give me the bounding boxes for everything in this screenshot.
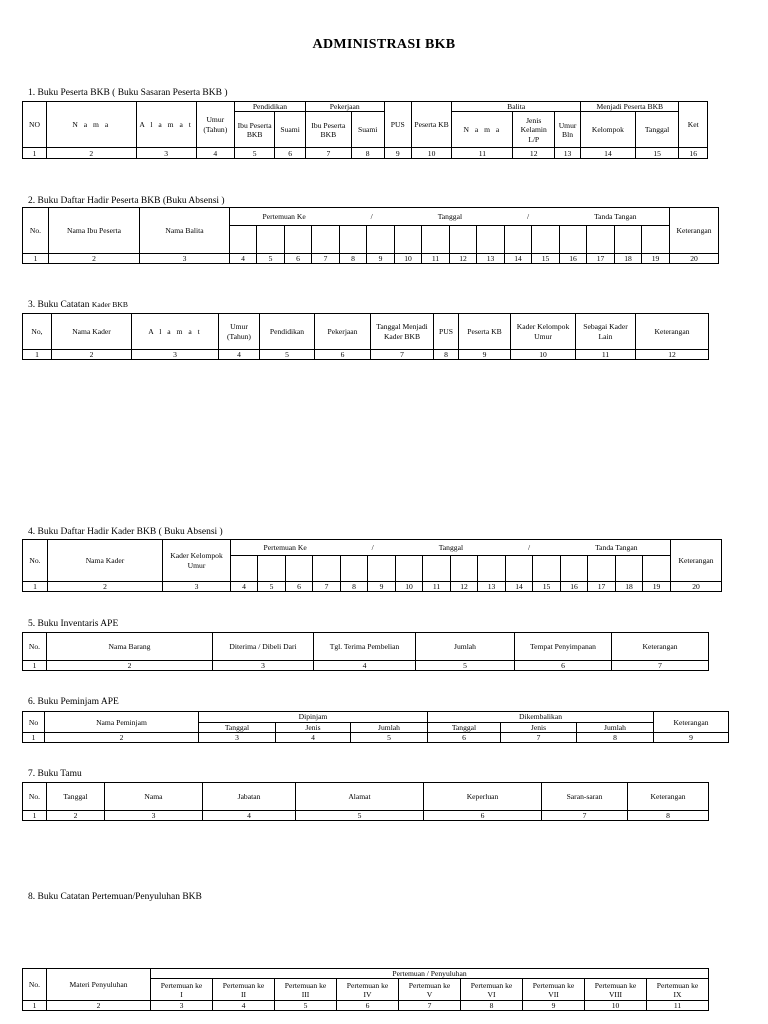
col-number: 6 <box>286 582 313 592</box>
col-pertemuan-5: Pertemuan ke V <box>399 979 461 1001</box>
col-number: 6 <box>275 148 306 159</box>
col-nama-ibu: Nama Ibu Peserta <box>49 208 140 254</box>
col-sebagai: Sebagai Kader Lain <box>576 314 636 350</box>
col-number: 8 <box>461 1001 523 1011</box>
col-pekerjaan: Pekerjaan <box>315 314 371 350</box>
col-number: 6 <box>428 733 501 743</box>
col-number: 1 <box>23 254 49 264</box>
col-nama-balita: Nama Balita <box>140 208 230 254</box>
col-number: 4 <box>213 1001 275 1011</box>
col-number: 15 <box>533 582 561 592</box>
col-keterangan: Keterangan <box>654 712 729 733</box>
section-8-title: 8. Buku Catatan Pertemuan/Penyuluhan BKB <box>28 892 202 902</box>
col-pek-suami: Suami <box>351 112 384 148</box>
col-no: No <box>23 712 45 733</box>
col-keterangan: Keterangan <box>670 208 719 254</box>
col-number: 5 <box>234 148 274 159</box>
col-number: 8 <box>434 350 459 360</box>
col-nama-barang: Nama Barang <box>47 633 213 661</box>
col-pendidikan: Pendidikan <box>260 314 315 350</box>
col-number: 14 <box>505 254 532 264</box>
col-number: 1 <box>23 661 47 671</box>
col-number: 5 <box>260 350 315 360</box>
col-no: No. <box>23 633 47 661</box>
col-balita-umur: Umur Bln <box>554 112 580 148</box>
label-pertemuan: Pertemuan Ke <box>262 211 306 221</box>
col-number: 1 <box>23 148 47 159</box>
col-number: 3 <box>140 254 230 264</box>
col-number: 10 <box>411 148 451 159</box>
col-number: 2 <box>47 811 105 821</box>
col-pertemuan-1: Pertemuan ke I <box>151 979 213 1001</box>
col-kader-kelompok: Kader Kelompok Umur <box>511 314 576 350</box>
col-saran: Saran-saran <box>542 783 628 811</box>
col-keterangan: Keterangan <box>671 540 722 582</box>
section-5-title: 5. Buku Inventaris APE <box>28 619 119 629</box>
section-7-title: 7. Buku Tamu <box>28 769 82 779</box>
col-tanggal: Tanggal <box>635 112 679 148</box>
col-balita-jenis: Jenis Kelamin L/P <box>513 112 555 148</box>
col-number: 5 <box>258 582 286 592</box>
col-pertemuan-3: Pertemuan ke III <box>275 979 337 1001</box>
col-number: 11 <box>452 148 513 159</box>
col-ket: Ket <box>679 102 708 148</box>
col-nama-peminjam: Nama Peminjam <box>45 712 199 733</box>
col-number: 9 <box>368 582 396 592</box>
col-peserta-kb: Peserta KB <box>459 314 511 350</box>
section-4-title: 4. Buku Daftar Hadir Kader BKB ( Buku Absensi ) <box>28 527 223 537</box>
col-tgl-terima: Tgl. Terima Pembelian <box>314 633 416 661</box>
table-daftar-hadir-kader <box>22 539 722 592</box>
col-no: No. <box>23 783 47 811</box>
col-number: 19 <box>643 582 671 592</box>
col-number: 2 <box>49 254 140 264</box>
col-dikembalikan-tanggal: Tanggal <box>428 723 501 733</box>
col-alamat: Alamat <box>296 783 424 811</box>
col-balita: Balita <box>452 102 581 112</box>
col-pend-suami: Suami <box>275 112 306 148</box>
col-number: 11 <box>422 254 450 264</box>
col-no: No. <box>23 969 47 1001</box>
col-alamat: A l a m a t <box>132 314 219 350</box>
col-number: 14 <box>506 582 533 592</box>
col-number: 3 <box>105 811 203 821</box>
col-no: No. <box>23 540 48 582</box>
col-number: 7 <box>313 582 341 592</box>
col-number: 9 <box>459 350 511 360</box>
col-number: 11 <box>647 1001 709 1011</box>
col-number: 16 <box>679 148 708 159</box>
col-materi: Materi Penyuluhan <box>47 969 151 1001</box>
col-number: 13 <box>478 582 506 592</box>
col-number: 8 <box>351 148 384 159</box>
table-catatan-kader <box>22 313 709 360</box>
col-number: 4 <box>203 811 296 821</box>
col-nama: Nama <box>105 783 203 811</box>
label-tanda-tangan: Tanda Tangan <box>595 542 638 552</box>
col-menjadi: Menjadi Peserta BKB <box>581 102 679 112</box>
col-pertemuan-group: Pertemuan / Penyuluhan <box>151 969 709 979</box>
col-pus: PUS <box>434 314 459 350</box>
col-number: 5 <box>416 661 515 671</box>
col-pek-ibu: Ibu Peserta BKB <box>305 112 351 148</box>
col-dikembalikan-jenis: Jenis <box>501 723 577 733</box>
label-slash: / <box>371 542 374 552</box>
col-nama: N a m a <box>47 102 137 148</box>
col-number: 6 <box>515 661 612 671</box>
col-no: NO <box>23 102 47 148</box>
col-number: 1 <box>23 350 52 360</box>
col-number: 3 <box>151 1001 213 1011</box>
col-number: 4 <box>219 350 260 360</box>
col-number: 14 <box>581 148 636 159</box>
col-number: 6 <box>285 254 312 264</box>
col-number: 8 <box>341 582 368 592</box>
table-daftar-hadir-peserta <box>22 207 719 264</box>
col-balita-nama: N a m a <box>452 112 513 148</box>
col-number: 11 <box>576 350 636 360</box>
col-number: 2 <box>45 733 199 743</box>
col-pus: PUS <box>384 102 411 148</box>
col-number: 5 <box>296 811 424 821</box>
table-buku-tamu <box>22 782 709 821</box>
col-number: 10 <box>396 582 423 592</box>
col-keterangan: Keterangan <box>628 783 709 811</box>
col-pertemuan-2: Pertemuan ke II <box>213 979 275 1001</box>
col-kader-kelompok: Kader Kelompok Umur <box>163 540 231 582</box>
col-number: 6 <box>337 1001 399 1011</box>
section-6-title: 6. Buku Peminjam APE <box>28 697 119 707</box>
col-pertemuan-8: Pertemuan ke VIII <box>585 979 647 1001</box>
col-number: 7 <box>501 733 577 743</box>
col-number: 10 <box>511 350 576 360</box>
col-number: 20 <box>670 254 719 264</box>
col-umur: Umur (Tahun) <box>196 102 234 148</box>
col-no: No, <box>23 314 52 350</box>
col-number: 13 <box>554 148 580 159</box>
col-number: 11 <box>423 582 451 592</box>
col-number: 4 <box>196 148 234 159</box>
col-dikembalikan-jumlah: Jumlah <box>577 723 654 733</box>
section-3-title-small: Kader BKB <box>91 300 128 309</box>
label-slash: / <box>528 542 531 552</box>
col-number: 18 <box>615 254 642 264</box>
col-no: No. <box>23 208 49 254</box>
col-tgl-menjadi: Tanggal Menjadi Kader BKB <box>371 314 434 350</box>
col-number: 2 <box>47 148 137 159</box>
col-number: 5 <box>275 1001 337 1011</box>
col-number: 2 <box>48 582 163 592</box>
col-number: 3 <box>163 582 231 592</box>
section-1-title: 1. Buku Peserta BKB ( Buku Sasaran Peserta BKB ) <box>28 88 228 98</box>
col-peserta-kb: Peserta KB <box>411 102 451 148</box>
col-number: 7 <box>612 661 709 671</box>
col-pertemuan-4: Pertemuan ke IV <box>337 979 399 1001</box>
col-number: 3 <box>199 733 276 743</box>
col-number: 2 <box>47 1001 151 1011</box>
col-pend-ibu: Ibu Peserta BKB <box>234 112 274 148</box>
col-dipinjam-jumlah: Jumlah <box>351 723 428 733</box>
col-number: 7 <box>542 811 628 821</box>
col-pendidikan: Pendidikan <box>234 102 305 112</box>
col-number: 20 <box>671 582 722 592</box>
col-number: 13 <box>477 254 505 264</box>
col-tanggal: Tanggal <box>47 783 105 811</box>
col-dipinjam: Dipinjam <box>199 712 428 723</box>
col-number: 7 <box>399 1001 461 1011</box>
col-number: 9 <box>367 254 395 264</box>
col-number: 18 <box>616 582 643 592</box>
col-number: 2 <box>52 350 132 360</box>
col-number: 10 <box>395 254 422 264</box>
col-number: 7 <box>312 254 340 264</box>
page-title: ADMINISTRASI BKB <box>312 37 456 52</box>
col-number: 19 <box>642 254 670 264</box>
col-number: 15 <box>635 148 679 159</box>
col-pertemuan-9: Pertemuan ke IX <box>647 979 709 1001</box>
col-number: 6 <box>424 811 542 821</box>
table-pertemuan-penyuluhan <box>22 968 709 1011</box>
col-number: 12 <box>636 350 709 360</box>
col-jumlah: Jumlah <box>416 633 515 661</box>
col-number: 7 <box>371 350 434 360</box>
col-number: 6 <box>315 350 371 360</box>
col-number: 4 <box>230 254 257 264</box>
label-slash: / <box>370 211 373 221</box>
col-number: 3 <box>213 661 314 671</box>
label-tanggal: Tanggal <box>437 211 463 221</box>
col-number: 3 <box>132 350 219 360</box>
col-number: 7 <box>305 148 351 159</box>
col-number: 16 <box>560 254 587 264</box>
label-tanggal: Tanggal <box>438 542 464 552</box>
col-number: 16 <box>561 582 588 592</box>
col-number: 9 <box>654 733 729 743</box>
table-inventaris-ape <box>22 632 709 671</box>
col-dipinjam-tanggal: Tanggal <box>199 723 276 733</box>
col-kelompok: Kelompok <box>581 112 636 148</box>
col-nama-kader: Nama Kader <box>52 314 132 350</box>
col-dipinjam-jenis: Jenis <box>276 723 351 733</box>
col-number: 12 <box>451 582 478 592</box>
label-pertemuan: Pertemuan Ke <box>263 542 307 552</box>
table-buku-peserta <box>22 101 708 159</box>
col-number: 12 <box>513 148 555 159</box>
col-number: 4 <box>314 661 416 671</box>
col-number: 15 <box>532 254 560 264</box>
col-number: 4 <box>276 733 351 743</box>
col-diterima: Diterima / Dibeli Dari <box>213 633 314 661</box>
col-number: 8 <box>628 811 709 821</box>
col-number: 2 <box>47 661 213 671</box>
col-alamat: A l a m a t <box>136 102 196 148</box>
col-number: 10 <box>585 1001 647 1011</box>
col-number: 17 <box>588 582 616 592</box>
col-number: 1 <box>23 733 45 743</box>
col-keperluan: Keperluan <box>424 783 542 811</box>
label-slash: / <box>527 211 530 221</box>
col-number: 17 <box>587 254 615 264</box>
col-number: 5 <box>351 733 428 743</box>
col-number: 1 <box>23 811 47 821</box>
label-tanda-tangan: Tanda Tangan <box>594 211 637 221</box>
col-number: 9 <box>384 148 411 159</box>
section-2-title: 2. Buku Daftar Hadir Peserta BKB (Buku Absensi ) <box>28 196 225 206</box>
col-number: 5 <box>257 254 285 264</box>
col-tempat: Tempat Penyimpanan <box>515 633 612 661</box>
col-dikembalikan: Dikembalikan <box>428 712 654 723</box>
col-pertemuan-7: Pertemuan ke VII <box>523 979 585 1001</box>
col-number: 8 <box>577 733 654 743</box>
col-keterangan: Keterangan <box>612 633 709 661</box>
col-umur: Umur (Tahun) <box>219 314 260 350</box>
section-3-title-main: 3. Buku Catatan <box>28 300 90 310</box>
table-peminjam-ape <box>22 711 729 743</box>
col-pekerjaan: Pekerjaan <box>305 102 384 112</box>
col-jabatan: Jabatan <box>203 783 296 811</box>
col-number: 12 <box>450 254 477 264</box>
col-number: 1 <box>23 582 48 592</box>
col-number: 9 <box>523 1001 585 1011</box>
col-keterangan: Keterangan <box>636 314 709 350</box>
col-number: 4 <box>231 582 258 592</box>
col-pertemuan-6: Pertemuan ke VI <box>461 979 523 1001</box>
col-number: 3 <box>136 148 196 159</box>
section-3-title <box>28 300 128 310</box>
col-number: 1 <box>23 1001 47 1011</box>
col-number: 8 <box>340 254 367 264</box>
col-nama-kader: Nama Kader <box>48 540 163 582</box>
